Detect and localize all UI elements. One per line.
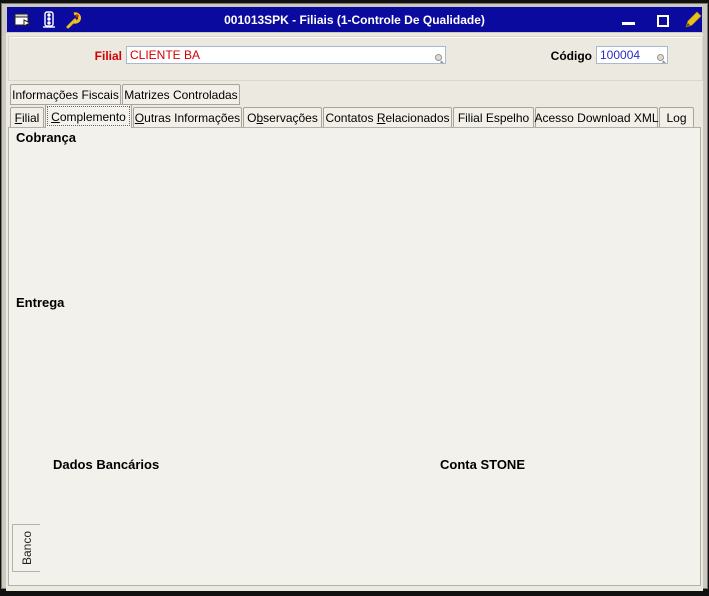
tab-label: Contatos Relacionados: [325, 110, 450, 125]
tab-observacoes[interactable]: [243, 107, 322, 128]
tab-matrizes-controladas[interactable]: [122, 84, 240, 105]
filial-value: CLIENTE BA: [130, 48, 201, 62]
cobranca-caption: Cobrança: [13, 130, 79, 145]
tab-page-complemento: [8, 127, 701, 586]
window-title: 001013SPK - Filiais (1-Controle De Qualidade): [224, 12, 485, 27]
titlebar[interactable]: [7, 7, 702, 32]
maximize-button[interactable]: [657, 15, 669, 27]
tab-label: Complemento: [51, 109, 126, 124]
lookup-magnifier-icon[interactable]: [434, 53, 445, 64]
tab-informacoes-fiscais[interactable]: [10, 84, 121, 105]
codigo-label: Código: [550, 49, 592, 63]
codigo-field[interactable]: [596, 46, 668, 64]
tab-complemento[interactable]: [45, 104, 132, 128]
dados-bancarios-caption: Dados Bancários: [50, 457, 162, 472]
tab-filial-espelho[interactable]: [453, 107, 534, 128]
tab-label: Outras Informações: [134, 110, 241, 125]
tab-label: Filial: [14, 110, 40, 125]
tab-outras-informacoes[interactable]: [133, 107, 242, 128]
lookup-magnifier-icon[interactable]: [656, 53, 667, 64]
tab-filial[interactable]: [10, 107, 44, 128]
edit-pencil-icon[interactable]: [683, 10, 703, 30]
tab-label: Matrizes Controladas: [124, 87, 238, 102]
tab-label: Filial Espelho: [457, 110, 530, 125]
side-tab-banco[interactable]: [12, 524, 40, 572]
tab-log[interactable]: [659, 107, 694, 128]
tab-contatos-relacionados[interactable]: [323, 107, 452, 128]
codigo-value: 100004: [600, 48, 641, 62]
conta-stone-caption: Conta STONE: [437, 457, 528, 472]
tab-label: Log: [666, 110, 687, 125]
tab-label: Acesso Download XML: [534, 110, 659, 125]
tab-acesso-download-xml[interactable]: [535, 107, 658, 128]
tab-label: Banco: [19, 530, 34, 566]
tab-label: Observações: [247, 110, 318, 125]
filial-field[interactable]: [126, 46, 446, 64]
minimize-button[interactable]: [622, 22, 635, 25]
tab-label: Informações Fiscais: [12, 87, 119, 102]
filial-label: Filial: [94, 49, 122, 63]
entrega-caption: Entrega: [13, 295, 67, 310]
